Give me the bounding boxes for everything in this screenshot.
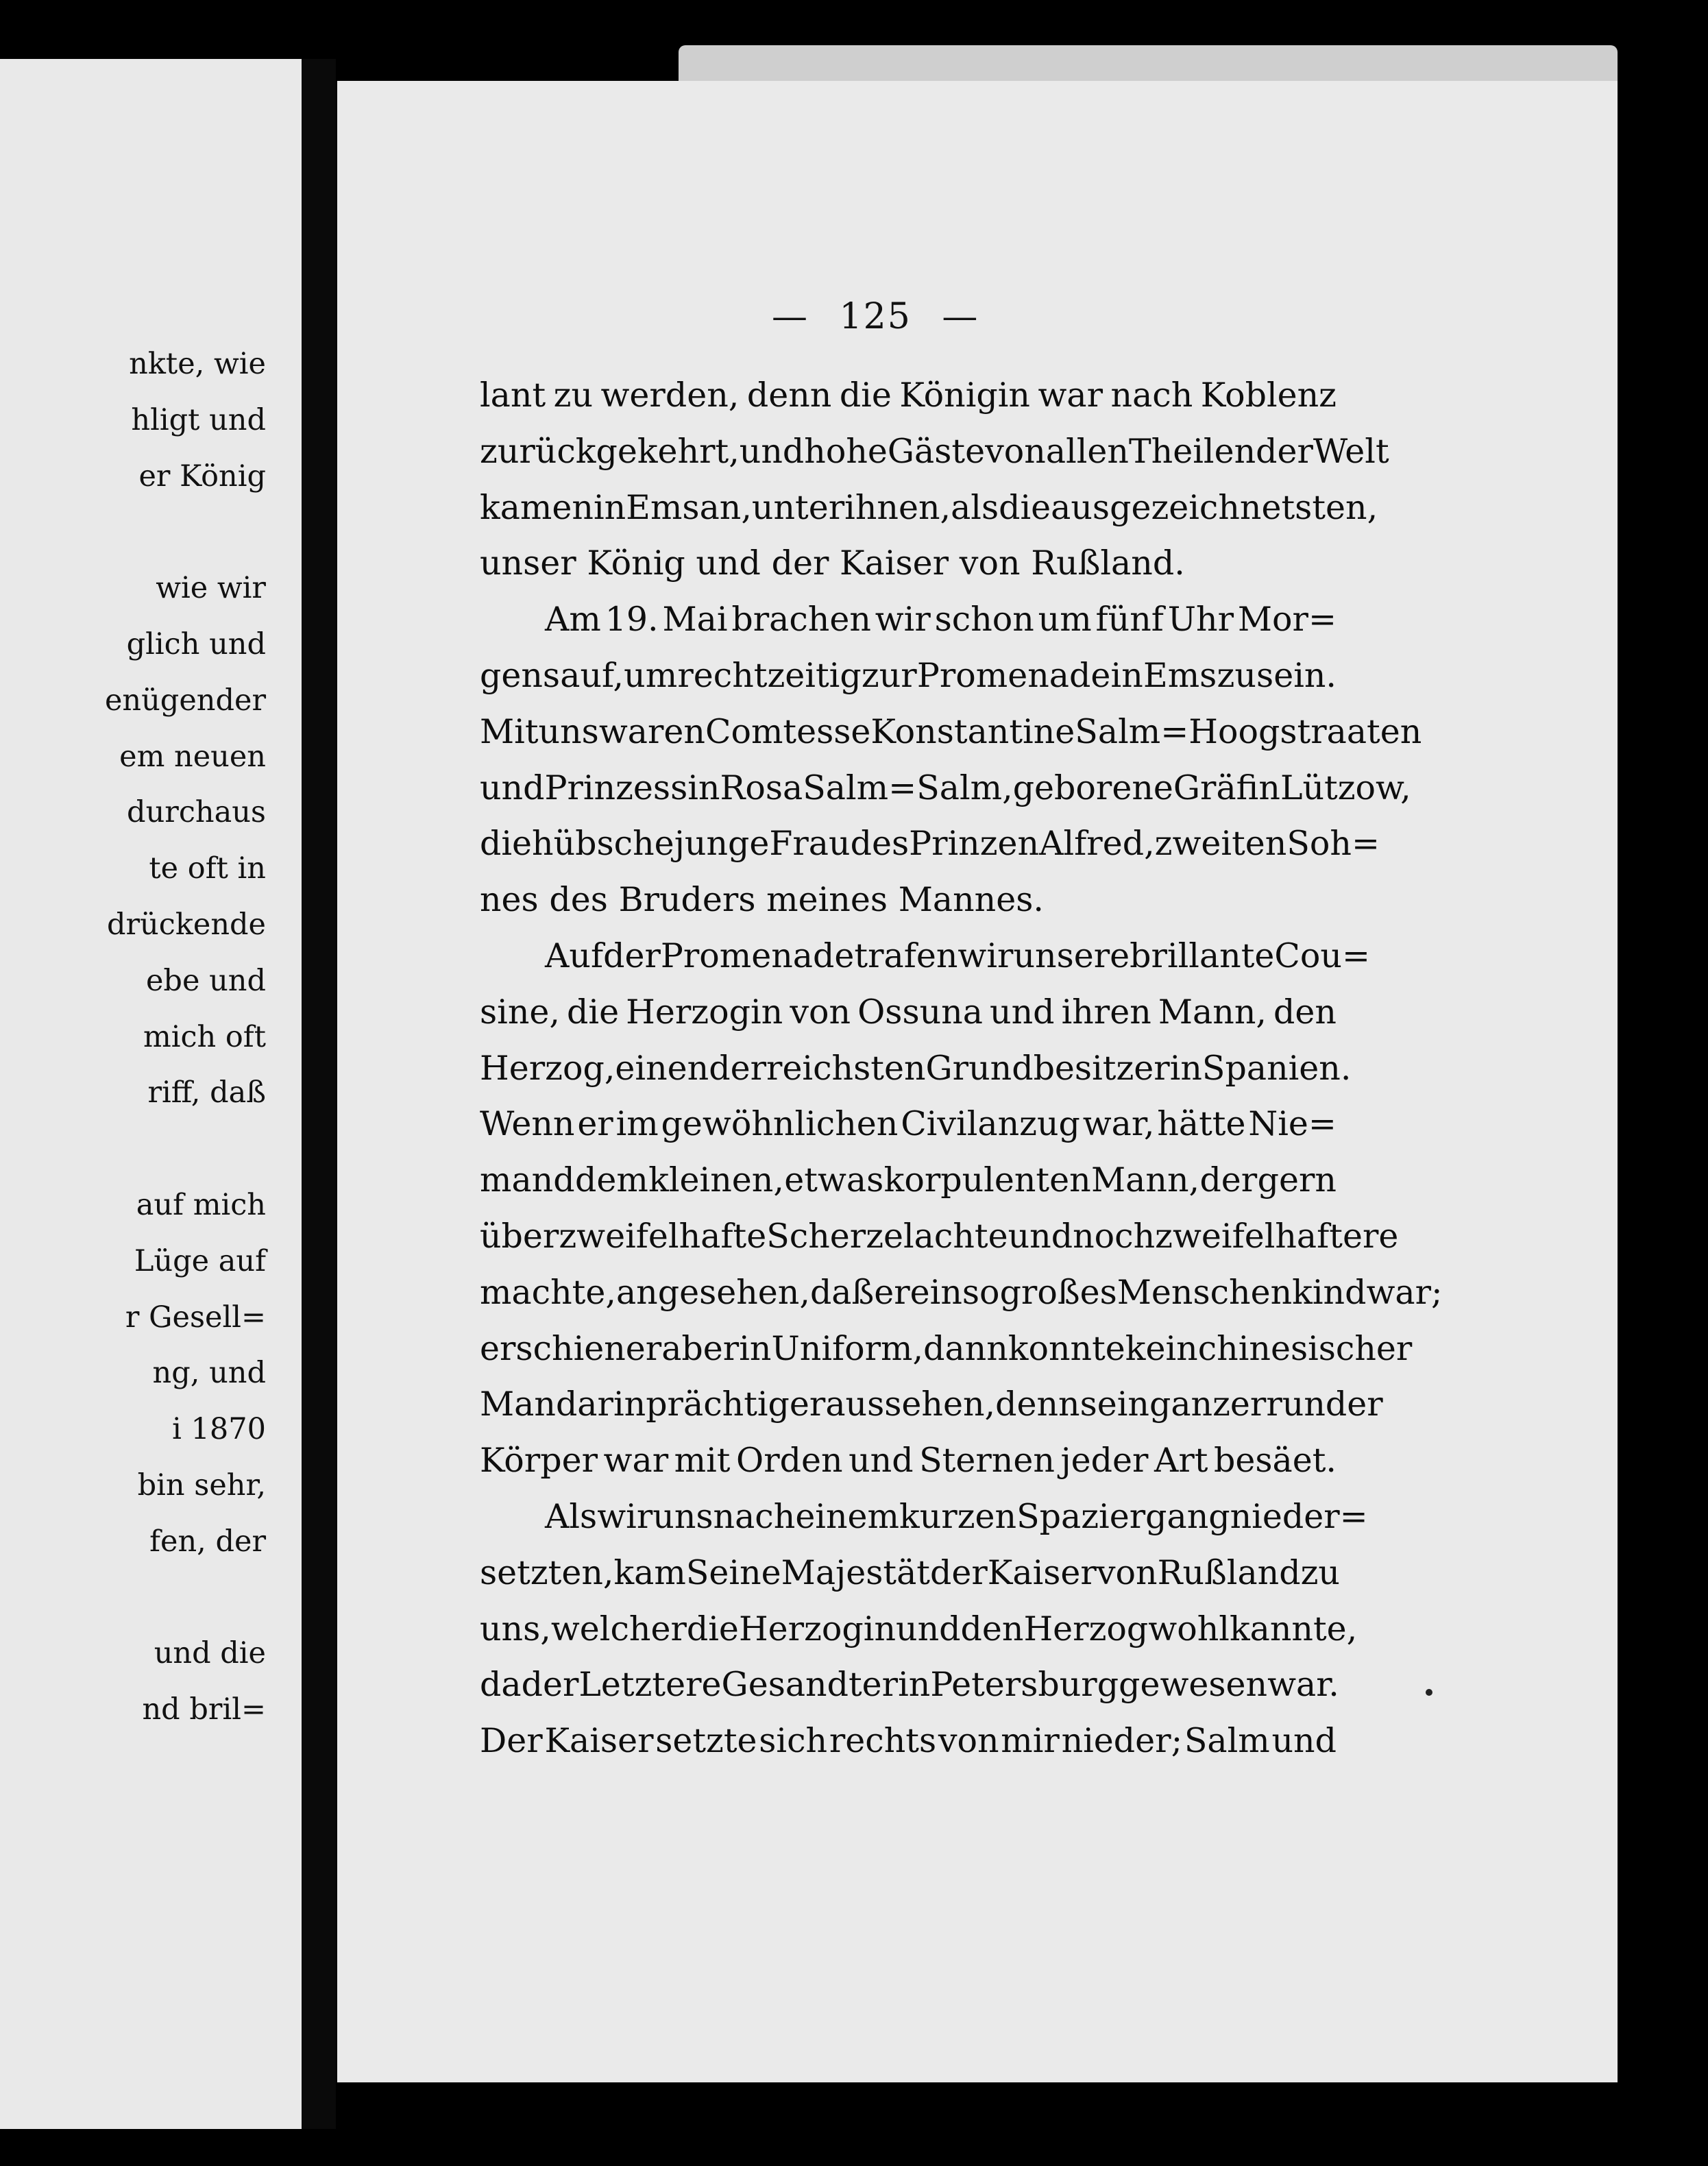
text-word: und (1008, 1216, 1073, 1256)
text-word: Theilen (1128, 431, 1256, 471)
text-word: Konstantine (870, 711, 1075, 751)
text-word: zu (1217, 655, 1256, 695)
text-word: Alfred, (1039, 824, 1155, 864)
text-word: Wenn (480, 1104, 575, 1144)
text-word: zweifelhafte (559, 1216, 767, 1256)
text-word: und (849, 1441, 914, 1481)
text-word: runder (1266, 1385, 1383, 1424)
text-word: war. (1267, 1665, 1339, 1705)
text-word: war, (1082, 1104, 1155, 1144)
text-word: an, (699, 487, 752, 527)
page-number-dash-left: — (772, 296, 809, 337)
main-page (337, 81, 1618, 2082)
text-word: die (480, 824, 533, 864)
text-word: Seine (685, 1553, 781, 1592)
left-page-line: und die (154, 1636, 266, 1671)
text-word: nach (713, 1496, 796, 1536)
text-word: kurzen (899, 1496, 1017, 1536)
left-page-line: nd bril= (142, 1692, 266, 1727)
text-word: sein. (1256, 655, 1337, 695)
text-word: die (686, 1609, 739, 1648)
text-word: werden, (600, 376, 740, 415)
text-line (480, 1489, 1368, 1545)
text-word: Mai (662, 600, 728, 640)
text-word: Gäste (887, 431, 986, 471)
text-word: sine, (480, 992, 560, 1032)
text-word: nes (480, 880, 539, 920)
text-word: welcher (550, 1609, 687, 1648)
text-word: Herzog (1023, 1609, 1149, 1648)
page-number-dash-right: — (942, 296, 979, 337)
text-word: Grundbesitzer (925, 1048, 1170, 1088)
text-line (480, 704, 1422, 760)
text-word: brillante (1130, 936, 1275, 975)
text-word: gewesen (1119, 1665, 1268, 1705)
text-word: Uniform, (771, 1328, 924, 1368)
text-word: nach (1110, 376, 1193, 415)
text-word: Kaiser (544, 1721, 654, 1761)
book-gutter (302, 59, 336, 2129)
left-page-line: i 1870 (172, 1412, 266, 1447)
text-line (480, 984, 1337, 1041)
text-word: besäet. (1214, 1441, 1337, 1481)
text-word: setzten, (480, 1553, 614, 1592)
text-word: unter (751, 487, 845, 527)
text-word: war; (1366, 1272, 1443, 1312)
text-word: in (739, 1328, 772, 1368)
text-word: Mandarin (480, 1385, 646, 1424)
text-word: denn (995, 1385, 1080, 1424)
text-line (480, 760, 1411, 816)
text-word: Art (1154, 1441, 1208, 1481)
text-word: Uhr (1167, 600, 1234, 640)
text-word: hätte (1157, 1104, 1246, 1144)
text-word: zu (1300, 1553, 1340, 1592)
text-word: die (839, 376, 892, 415)
body-text (480, 367, 1443, 1769)
text-line (480, 1376, 1383, 1433)
text-word: kamen (480, 487, 594, 527)
text-word: chinesischer (1197, 1328, 1413, 1368)
text-line (480, 872, 1337, 928)
text-line (480, 1321, 1413, 1377)
text-word: war (603, 1441, 669, 1481)
text-word: er (874, 1272, 910, 1312)
left-page-line: fen, der (149, 1524, 266, 1559)
text-word: Frau (769, 824, 851, 864)
text-word: Herzogin (738, 1609, 896, 1648)
text-word: uns (538, 711, 599, 751)
text-word: so (962, 1272, 1000, 1312)
text-word: zweifelhaftere (1155, 1216, 1399, 1256)
text-word: Orden (736, 1441, 843, 1481)
page-number-value: 125 (839, 296, 912, 337)
text-word: Bruders (618, 880, 756, 920)
text-word: mit (674, 1441, 731, 1481)
text-word: Mit (480, 711, 539, 751)
text-word: er (577, 1104, 613, 1144)
text-word: wohl (1148, 1609, 1230, 1648)
text-word: Rußland. (1031, 544, 1185, 583)
text-word: Gräfin (1173, 768, 1280, 807)
text-word: großes (999, 1272, 1117, 1312)
text-word: und (990, 992, 1055, 1032)
left-page-line: mich oft (143, 1019, 266, 1054)
text-word: gewöhnlichen (661, 1104, 899, 1144)
left-page-line: ebe und (145, 963, 266, 998)
text-word: der (603, 936, 661, 975)
left-page-line: em neuen (119, 739, 266, 774)
text-line (480, 1265, 1443, 1321)
text-word: Kaiser (840, 544, 949, 583)
text-word: über (480, 1216, 559, 1256)
text-word: korpulenten (883, 1160, 1091, 1200)
text-word: im (615, 1104, 659, 1144)
text-word: Am (545, 600, 601, 640)
left-page-line: wie wir (156, 571, 266, 606)
left-page-line: auf mich (136, 1188, 266, 1222)
text-line (480, 1657, 1337, 1713)
text-word: aber (661, 1328, 740, 1368)
text-word: und (739, 431, 805, 471)
text-word: des (850, 824, 910, 864)
text-word: ihren (1061, 992, 1151, 1032)
text-word: einem (795, 1496, 900, 1536)
text-word: nieder= (1230, 1496, 1368, 1536)
text-word: kam (613, 1553, 686, 1592)
text-word: und (1271, 1721, 1337, 1761)
text-word: Herzogin (626, 992, 783, 1032)
text-word: König (587, 544, 685, 583)
text-line (480, 1545, 1340, 1601)
text-word: Mannes. (898, 880, 1044, 920)
text-word: etwas (784, 1160, 884, 1200)
text-word: lachte (903, 1216, 1008, 1256)
text-word: von (985, 431, 1046, 471)
text-word: reichsten (766, 1048, 926, 1088)
text-word: des (549, 880, 608, 920)
text-word: aussehen, (825, 1385, 996, 1424)
text-word: angesehen, (615, 1272, 810, 1312)
text-word: in (1169, 1048, 1202, 1088)
left-page-line: glich und (126, 627, 266, 661)
text-word: in (1110, 655, 1143, 695)
text-word: noch (1073, 1216, 1156, 1256)
text-word: und (696, 544, 761, 583)
text-word: Kaiser (987, 1553, 1097, 1592)
text-word: der (521, 1665, 579, 1705)
text-word: Promenade (916, 655, 1111, 695)
text-word: Cou= (1274, 936, 1371, 975)
text-word: fünf (1095, 600, 1164, 640)
text-word: zweiten (1154, 824, 1287, 864)
text-word: von (959, 544, 1021, 583)
text-line (480, 1433, 1337, 1489)
text-word: Soh= (1286, 824, 1380, 864)
text-word: um (624, 655, 678, 695)
text-line (480, 928, 1371, 984)
text-word: rechtzeitig (677, 655, 862, 695)
left-page-line: riff, daß (147, 1075, 266, 1110)
text-word: gens (480, 655, 561, 695)
text-word: um (1038, 600, 1092, 640)
text-word: er (625, 1328, 662, 1368)
text-word: in (593, 487, 626, 527)
text-word: Körper (480, 1441, 598, 1481)
text-word: Welt (1313, 431, 1389, 471)
text-word: ein (910, 1272, 962, 1312)
left-page-line: er König (138, 459, 266, 494)
text-word: mand (480, 1160, 575, 1200)
text-line (480, 1041, 1352, 1097)
text-word: dem (574, 1160, 648, 1200)
text-word: Gesandter (721, 1665, 899, 1705)
text-word: Ossuna (857, 992, 983, 1032)
left-page-line: hligt und (131, 402, 266, 437)
text-word: geborene (1012, 768, 1173, 807)
text-word: kleinen, (648, 1160, 784, 1200)
text-word: Comtesse (705, 711, 871, 751)
text-word: junge (674, 824, 770, 864)
text-word: von (1096, 1553, 1158, 1592)
text-word: unsere (1013, 936, 1130, 975)
text-word: Civilanzug (901, 1104, 1080, 1144)
text-word: ganzer (1149, 1385, 1267, 1424)
text-word: gern (1257, 1160, 1337, 1200)
left-page-line: ng, und (152, 1356, 266, 1391)
text-word: Auf (545, 936, 604, 975)
text-word: der (929, 1553, 988, 1592)
text-word: 19. (605, 600, 659, 640)
text-word: Mor= (1237, 600, 1337, 640)
text-line (480, 816, 1380, 872)
left-page-line: nkte, wie (129, 347, 266, 381)
text-word: Mann, (1158, 992, 1267, 1032)
text-word: Majestät (781, 1553, 930, 1592)
text-word: war (1038, 376, 1103, 415)
text-word: Prinzessin (544, 768, 720, 807)
text-word: rechts (829, 1721, 937, 1761)
text-word: daß (809, 1272, 875, 1312)
text-word: Letztere (578, 1665, 722, 1705)
text-word: dann (923, 1328, 1008, 1368)
text-word: Ems (626, 487, 700, 527)
text-word: Rußland (1157, 1553, 1301, 1592)
left-page-line: Lüge auf (134, 1243, 266, 1278)
text-word: Petersburg (930, 1665, 1119, 1705)
text-word: jeder (1060, 1441, 1149, 1481)
text-word: auf, (560, 655, 624, 695)
text-line (480, 1152, 1337, 1208)
text-word: die (999, 487, 1051, 527)
text-word: ausgezeichnetsten, (1051, 487, 1378, 527)
page-number (754, 296, 997, 337)
text-word: der (771, 544, 829, 583)
text-line (480, 592, 1337, 648)
text-word: der (1256, 431, 1313, 471)
text-word: unser (480, 544, 576, 583)
scan-speck (1426, 1689, 1432, 1696)
text-word: nieder; (1061, 1721, 1183, 1761)
text-word: setzte (655, 1721, 757, 1761)
text-word: von (938, 1721, 999, 1761)
text-word: Herzog, (480, 1048, 615, 1088)
text-word: wir (597, 1496, 653, 1536)
text-word: wir (957, 936, 1014, 975)
text-word: Spaziergang (1016, 1496, 1230, 1536)
text-word: ihnen, (844, 487, 951, 527)
text-line (480, 1713, 1337, 1769)
text-line (480, 1601, 1358, 1657)
text-word: zur (861, 655, 917, 695)
text-line (480, 1096, 1337, 1152)
text-word: wir (875, 600, 931, 640)
text-word: sein (1079, 1385, 1149, 1424)
text-word: Salm (1184, 1721, 1270, 1761)
text-word: Lützow, (1280, 768, 1411, 807)
text-line (480, 424, 1389, 480)
text-word: den (1273, 992, 1337, 1032)
text-word: und (480, 768, 545, 807)
text-word: Promenade (660, 936, 855, 975)
left-page-line: enügender (104, 683, 266, 718)
text-word: schon (934, 600, 1034, 640)
text-word: Scherze (766, 1216, 904, 1256)
text-word: die (567, 992, 620, 1032)
left-facing-page (0, 59, 302, 2129)
left-page-line: r Gesell= (125, 1300, 266, 1335)
text-word: prächtiger (646, 1385, 826, 1424)
text-line (480, 648, 1337, 704)
text-word: da (480, 1665, 522, 1705)
text-word: meines (766, 880, 888, 920)
text-word: sich (759, 1721, 828, 1761)
text-word: in (898, 1665, 931, 1705)
text-word: Königin (899, 376, 1030, 415)
text-word: lant (480, 376, 546, 415)
text-word: waren (598, 711, 705, 751)
text-word: Rosa (720, 768, 803, 807)
text-word: zu (553, 376, 593, 415)
text-word: zurückgekehrt, (480, 431, 740, 471)
left-page-line: durchaus (127, 795, 266, 830)
text-word: Ems (1143, 655, 1217, 695)
text-line (480, 367, 1337, 424)
text-word: denn (746, 376, 832, 415)
text-word: von (790, 992, 851, 1032)
text-line (480, 535, 1337, 592)
text-word: Koblenz (1200, 376, 1337, 415)
text-line (480, 480, 1378, 536)
text-word: uns, (480, 1609, 551, 1648)
text-word: einen (615, 1048, 709, 1088)
text-word: der (709, 1048, 767, 1088)
text-word: trafen (854, 936, 958, 975)
text-word: hübsche (532, 824, 674, 864)
page-edge-tab (679, 45, 1618, 86)
text-word: und (896, 1609, 961, 1648)
text-word: uns (652, 1496, 713, 1536)
text-word: machte, (480, 1272, 616, 1312)
text-word: erschien (480, 1328, 626, 1368)
text-word: Salm=Salm, (803, 768, 1013, 807)
text-word: der (1199, 1160, 1258, 1200)
text-word: kein (1125, 1328, 1198, 1368)
text-word: Spanien. (1201, 1048, 1352, 1088)
text-word: Als (545, 1496, 598, 1536)
left-page-line: drückende (106, 908, 266, 942)
left-page-line: te oft in (149, 851, 266, 886)
text-word: Salm=Hoogstraaten (1075, 711, 1422, 751)
text-word: mir (1001, 1721, 1060, 1761)
text-word: brachen (731, 600, 871, 640)
text-word: als (951, 487, 999, 527)
text-word: konnte (1008, 1328, 1125, 1368)
text-word: Sternen (919, 1441, 1055, 1481)
text-word: Der (480, 1721, 543, 1761)
text-word: Prinzen (909, 824, 1040, 864)
text-word: allen (1045, 431, 1129, 471)
text-word: den (960, 1609, 1024, 1648)
text-word: Nie= (1248, 1104, 1337, 1144)
text-word: hohe (804, 431, 888, 471)
text-word: kannte, (1229, 1609, 1358, 1648)
left-page-line: bin sehr, (137, 1468, 266, 1502)
text-word: Menschenkind (1117, 1272, 1367, 1312)
text-line (480, 1208, 1399, 1265)
text-word: Mann, (1091, 1160, 1200, 1200)
